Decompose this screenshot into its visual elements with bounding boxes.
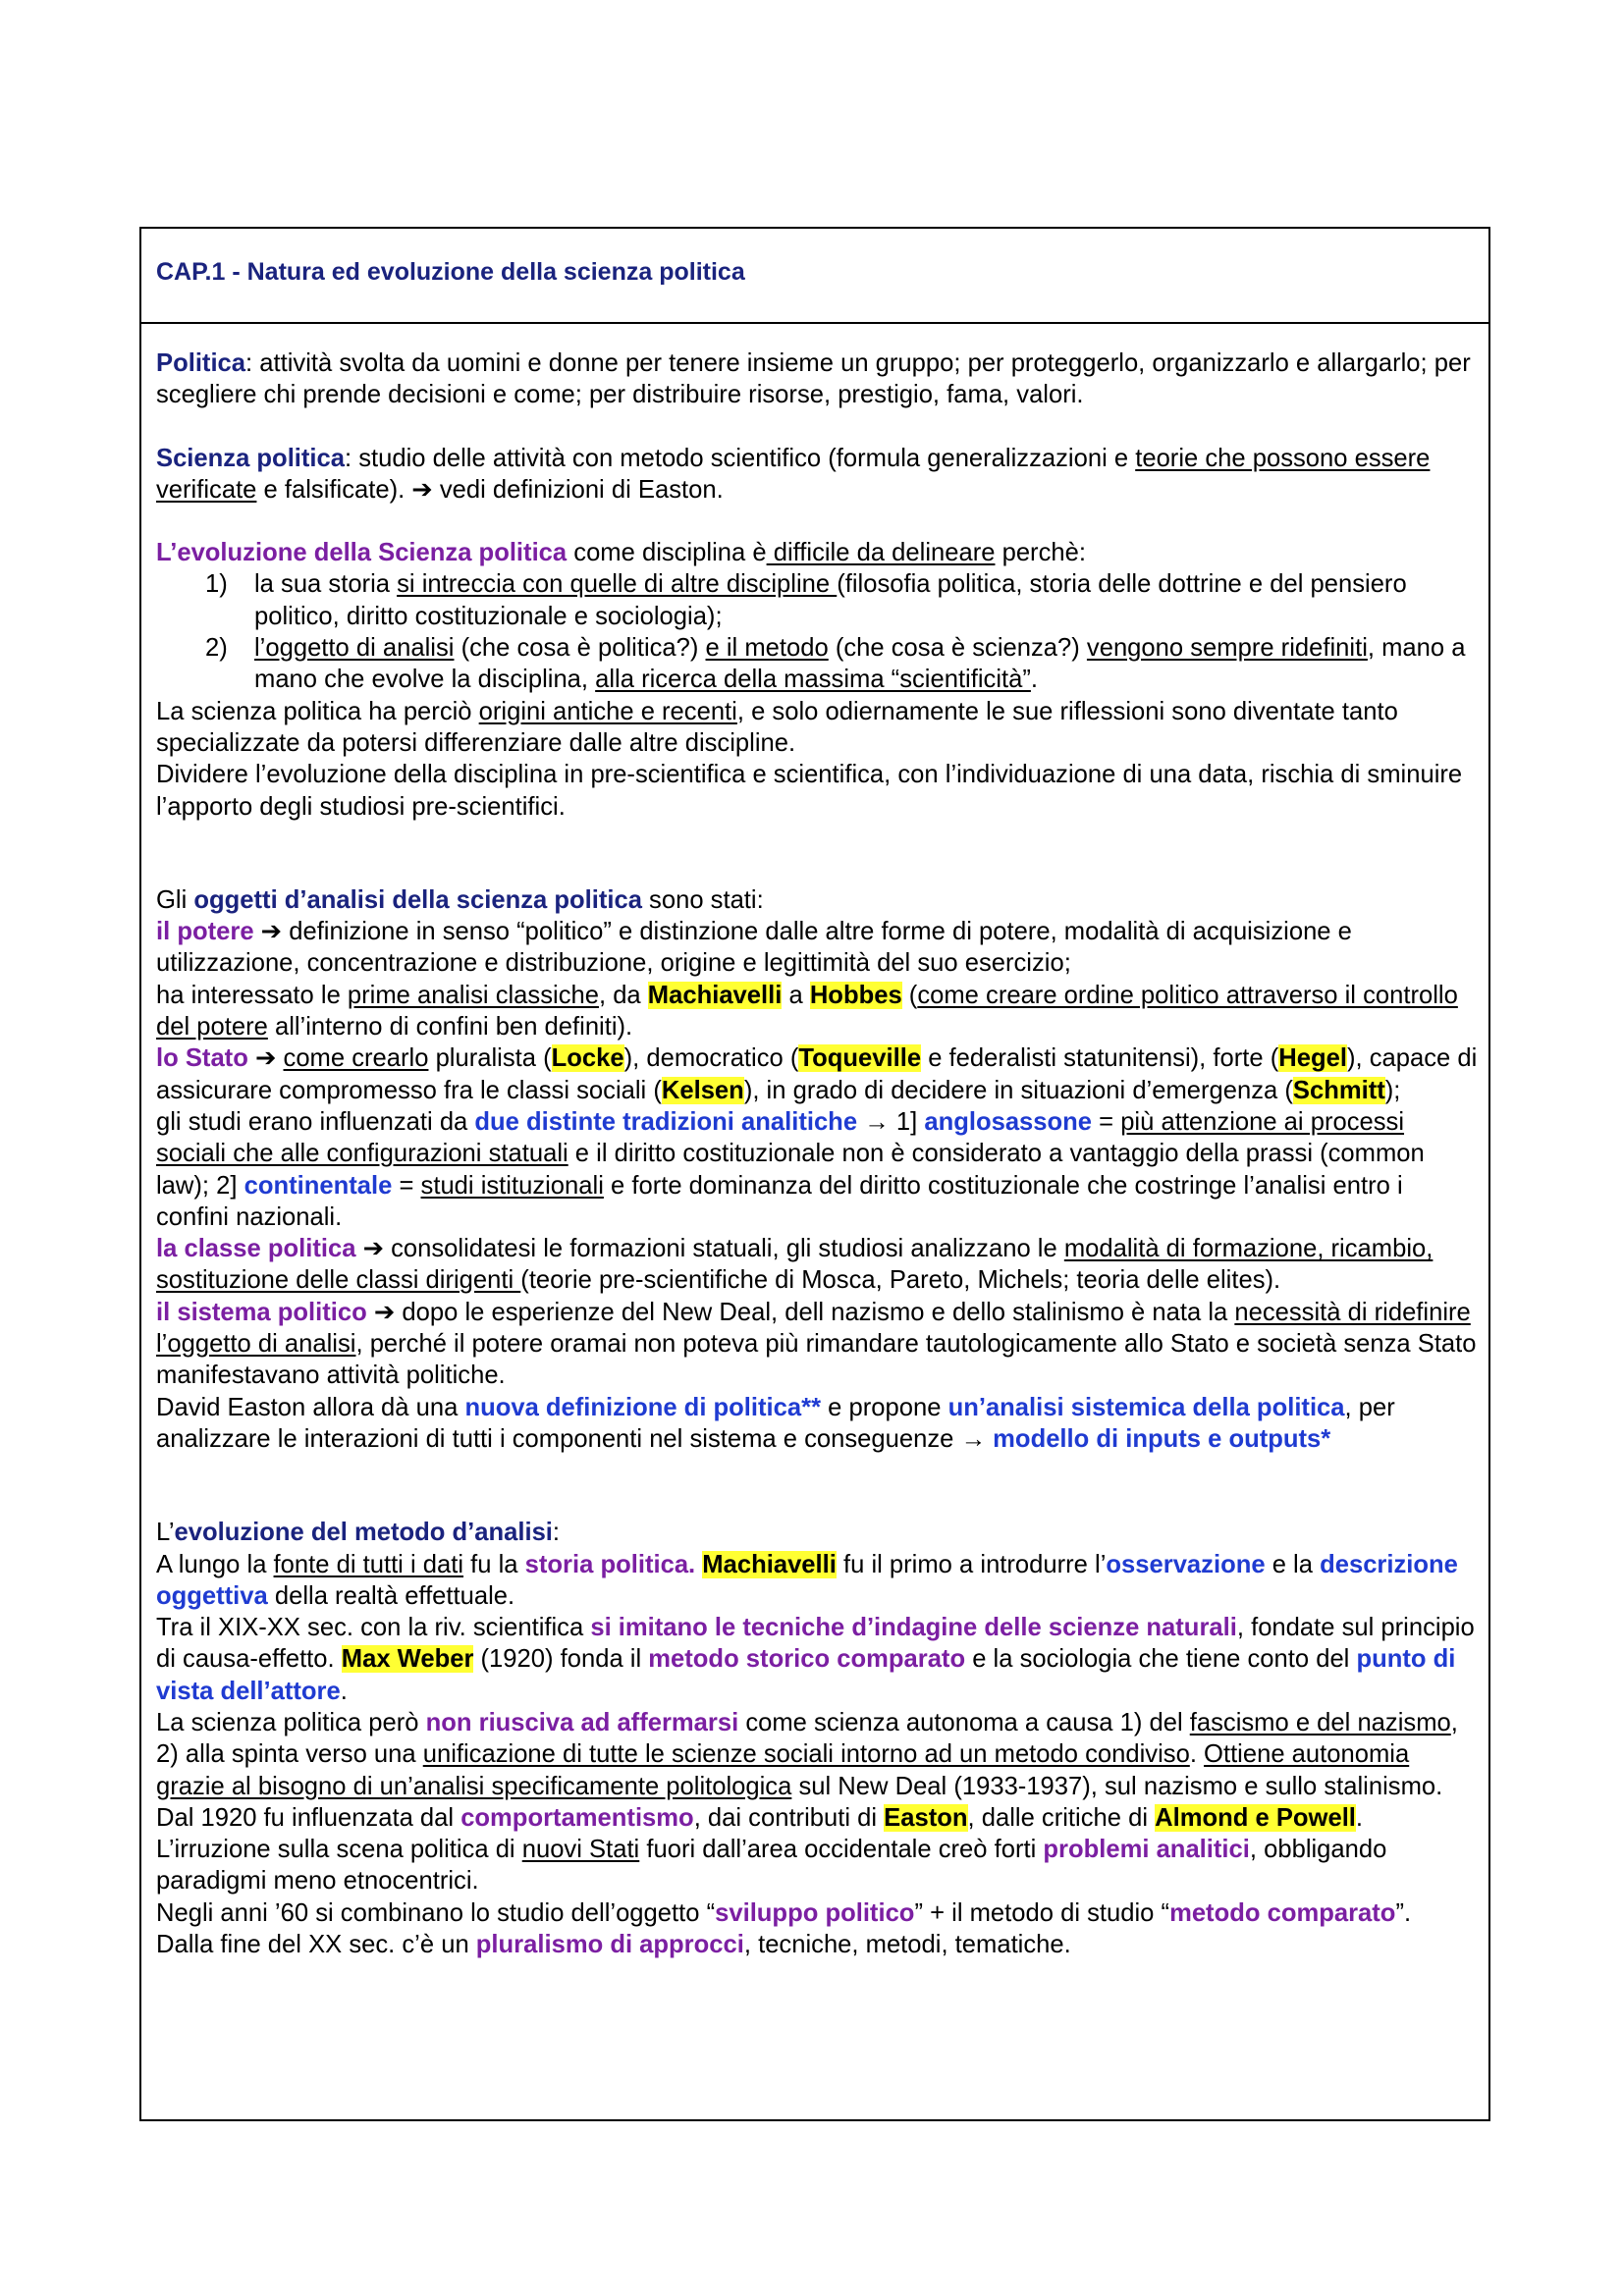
text: . [1189, 1740, 1205, 1769]
text: ” + il metodo di studio “ [914, 1898, 1170, 1927]
text: Ottiene autonomia grazie al bisogno di un’analisi specificamente politologica [156, 1740, 1410, 1800]
text: . [1030, 666, 1039, 694]
text: prime analisi classiche [347, 981, 599, 1009]
text: ), capace di assicurare compromesso fra le classi sociali ( [156, 1044, 1478, 1104]
paragraph-comportamentismo [156, 1802, 1478, 1834]
text: la sua storia [254, 570, 398, 599]
highlight-machiavelli-2: Machiavelli [702, 1550, 837, 1578]
text: (che cosa è politica?) [454, 634, 706, 663]
content-table [139, 227, 1490, 2121]
term-scienza-politica: Scienza politica [156, 444, 346, 472]
text: L’ [156, 1519, 175, 1547]
text: vengono sempre ridefiniti [1086, 634, 1368, 663]
text: un’analisi sistemica della politica [947, 1393, 1345, 1421]
term-politica: Politica [156, 349, 246, 377]
highlight-locke: Locke [551, 1044, 624, 1073]
paragraph-easton [156, 1392, 1478, 1456]
highlight-weber: Max Weber [341, 1645, 474, 1674]
text: , per analizzare le interazioni di tutti i componenti nel sistema e conseguenze → [156, 1393, 1395, 1453]
text: ”. [1395, 1898, 1412, 1927]
text: come scienza autonoma a causa 1) del [738, 1708, 1190, 1736]
text: A lungo la [156, 1550, 274, 1578]
text: , dai contributi di [693, 1803, 885, 1832]
highlight-almond-powell: Almond e Powell [1155, 1803, 1356, 1832]
text: come creare ordine politico attraverso il controllo del potere [156, 981, 1458, 1041]
highlight-easton: Easton [884, 1803, 968, 1832]
text: due distinte tradizioni analitiche [474, 1107, 858, 1136]
text: metodo storico comparato [648, 1645, 966, 1674]
text: si imitano le tecniche d’indagine delle scienze naturali [590, 1614, 1237, 1642]
text: sono stati: [641, 885, 764, 914]
text: : attività svolta da uomini e donne per tenere insieme un gruppo; per proteggerlo, organizzarlo e allargarlo; per scegliere chi prende decisioni e come; per distribuire risorse, prestigio, fama, valori. [156, 349, 1471, 409]
text: Dalla fine del XX sec. c’è un [156, 1931, 476, 1959]
paragraph-tradizioni [156, 1106, 1478, 1233]
paragraph-potere [156, 916, 1478, 980]
text: ➔ definizione in senso “politico” e distinzione dalle altre forme di potere, modalità di acquisizione e utilizzazione, concentrazione e distribuzione, origine e legittimità del suo esercizio; [156, 918, 1352, 978]
text: non riusciva ad affermarsi [425, 1708, 739, 1736]
paragraph-anni-60 [156, 1897, 1478, 1929]
text: necessità di ridefinire l’oggetto di analisi [156, 1298, 1471, 1359]
list-item [156, 632, 1478, 696]
text: : [552, 1519, 561, 1547]
text: storia politica. [524, 1550, 696, 1578]
text: descrizione oggettiva [156, 1550, 1458, 1610]
text: , obbligando paradigmi meno etnocentrici. [156, 1836, 1387, 1896]
paragraph-fonte [156, 1549, 1478, 1613]
text: ha interessato le [156, 981, 348, 1009]
text: , perché il potere oramai non poteva più rimandare tautologicamente allo Stato e società senza Stato manifestavano attività politiche. [156, 1330, 1477, 1390]
term-oggetti: oggetti d’analisi della scienza politica [193, 885, 642, 914]
text: (che cosa è scienza?) [828, 634, 1087, 663]
text: ), in grado di decidere in situazioni d’emergenza ( [743, 1076, 1293, 1104]
text: pluralismo di approcci [475, 1931, 744, 1959]
text: perchè: [995, 539, 1086, 567]
text: modello di inputs e outputs* [993, 1424, 1331, 1453]
text: pluralista ( [428, 1044, 552, 1073]
text: fonte di tutti i dati [273, 1550, 464, 1578]
text: e propone [821, 1393, 948, 1421]
text: ➔ consolidatesi le formazioni statuali, gli studiosi analizzano le [355, 1235, 1064, 1263]
paragraph-evoluzione [156, 537, 1478, 568]
text: anglosassone [924, 1107, 1093, 1136]
paragraph-weber [156, 1612, 1478, 1707]
text: modalità di formazione, ricambio, sostituzione delle classi dirigenti [156, 1235, 1434, 1295]
text: unificazione di tutte le scienze sociali intorno ad un metodo condiviso [422, 1740, 1190, 1769]
list-number: 1) [205, 570, 228, 599]
text: e la [1265, 1550, 1321, 1578]
text: fuori dall’area occidentale creò forti [639, 1836, 1044, 1864]
text: osservazione [1106, 1550, 1266, 1578]
term-potere: il potere [156, 918, 254, 946]
text: problemi analitici [1043, 1836, 1250, 1864]
text: L’irruzione sulla scena politica di [156, 1836, 522, 1864]
text: (filosofia politica, storia delle dottrine e del pensiero politico, diritto costituzionale e sociologia); [254, 570, 1407, 630]
paragraph-nuovi-stati [156, 1834, 1478, 1897]
text: La scienza politica ha perciò [156, 697, 479, 725]
text: (1920) fonda il [473, 1645, 649, 1674]
text: Negli anni ’60 si combinano lo studio dell’oggetto “ [156, 1898, 716, 1927]
text: come crearlo [283, 1044, 429, 1073]
text: ); [1384, 1076, 1401, 1104]
list-number: 2) [205, 634, 228, 663]
text: più attenzione ai processi sociali che alle configurazioni statuali [156, 1107, 1405, 1168]
text: continentale [243, 1171, 393, 1200]
text: Tra il XIX-XX sec. con la riv. scientifica [156, 1614, 591, 1642]
text: della realtà effettuale. [267, 1581, 515, 1610]
text: metodo comparato [1169, 1898, 1396, 1927]
text: studi istituzionali [420, 1171, 604, 1200]
paragraph-scienza-politica [156, 443, 1478, 507]
text: e il metodo [705, 634, 829, 663]
text: e falsificate). ➔ vedi definizioni di Easton. [256, 475, 724, 504]
text: alla ricerca della massima “scientificità” [595, 666, 1031, 694]
paragraph-dividere: Dividere l’evoluzione della disciplina in pre-scientifica e scientifica, con l’individuazione di una data, rischia di sminuire l’apporto degli studiosi pre-scientifici. [156, 761, 1463, 821]
paragraph-classe [156, 1233, 1478, 1297]
text: fu il primo a introdurre l’ [836, 1550, 1107, 1578]
text: come disciplina è [567, 539, 767, 567]
text: e federalisti statunitensi), forte ( [921, 1044, 1279, 1073]
text: nuovi Stati [521, 1836, 640, 1864]
text: comportamentismo [460, 1803, 694, 1832]
text: gli studi erano influenzati da [156, 1107, 475, 1136]
text: all’interno di confini ben definiti). [267, 1013, 633, 1041]
highlight-hegel: Hegel [1278, 1044, 1347, 1073]
text: Dal 1920 fu influenzata dal [156, 1803, 461, 1832]
text: . [340, 1677, 348, 1705]
text: : studio delle attività con metodo scientifico (formula generalizzazioni e [345, 444, 1136, 472]
term-stato: lo Stato [156, 1044, 248, 1073]
term-classe: la classe politica [156, 1235, 356, 1263]
text: Gli [156, 885, 194, 914]
list-item [156, 568, 1478, 632]
term-evoluzione: L’evoluzione della Scienza politica [156, 539, 568, 567]
term-metodo: evoluzione del metodo d’analisi [174, 1519, 553, 1547]
text: e la sociologia che tiene conto del [965, 1645, 1357, 1674]
text: . [1355, 1803, 1364, 1832]
text: e forte dominanza del diritto costituzionale che costringe l’analisi entro i confini nazionali. [156, 1171, 1403, 1231]
text: sviluppo politico [715, 1898, 915, 1927]
text: , da [598, 981, 648, 1009]
text: ), democratico ( [623, 1044, 799, 1073]
paragraph-sistema [156, 1297, 1478, 1392]
text: fu la [463, 1550, 525, 1578]
highlight-hobbes: Hobbes [809, 981, 902, 1009]
text: , tecniche, metodi, tematiche. [743, 1931, 1071, 1959]
text: = [392, 1171, 421, 1200]
paragraph-oggetti-intro [156, 884, 1478, 916]
paragraph-origini [156, 696, 1478, 760]
text: sul New Deal (1933-1937), sul nazismo e sullo stalinismo. [791, 1772, 1443, 1800]
chapter-title: CAP.1 - Natura ed evoluzione della scienza politica [156, 258, 745, 286]
paragraph-stato [156, 1042, 1478, 1106]
text: , mano a mano che evolve la disciplina, [254, 634, 1466, 694]
term-sistema: il sistema politico [156, 1298, 367, 1326]
text: ( [901, 981, 918, 1009]
paragraph-autonomia [156, 1707, 1478, 1802]
paragraph-politica [156, 347, 1478, 411]
text: , dalle critiche di [967, 1803, 1156, 1832]
text: l’oggetto di analisi [254, 634, 455, 663]
text: La scienza politica però [156, 1708, 426, 1736]
text: = [1092, 1107, 1121, 1136]
text: fascismo e del nazismo [1189, 1708, 1451, 1736]
paragraph-potere-classiche [156, 980, 1478, 1043]
text: origini antiche e recenti [478, 697, 737, 725]
text: (teorie pre-scientifiche di Mosca, Pareto, Michels; teoria delle elites). [520, 1266, 1281, 1295]
text: e il diritto costituzionale non è considerato a vantaggio della prassi (common law); 2] [156, 1140, 1425, 1200]
text: David Easton allora dà una [156, 1393, 465, 1421]
text: ➔ dopo le esperienze del New Deal, dell nazismo e dello stalinismo è nata la [366, 1298, 1235, 1326]
highlight-kelsen: Kelsen [661, 1076, 744, 1104]
paragraph-metodo-heading [156, 1517, 1478, 1548]
text: a [782, 981, 810, 1009]
highlight-schmitt: Schmitt [1292, 1076, 1385, 1104]
highlight-toqueville: Toqueville [798, 1044, 922, 1073]
text: , 2) alla spinta verso una [156, 1708, 1458, 1769]
text: , e solo odiernamente le sue riflessioni sono diventate tanto specializzate da potersi differenziare dalle altre discipline. [156, 697, 1398, 757]
text: teorie che possono essere verificate [156, 444, 1431, 504]
text: nuova definizione di politica** [464, 1393, 822, 1421]
text: punto di vista dell’attore [156, 1645, 1456, 1705]
title-row [141, 229, 1488, 324]
text: si intreccia con quelle di altre discipline [397, 570, 838, 599]
text: difficile da delineare [766, 539, 996, 567]
text: ➔ [247, 1044, 284, 1073]
text: → 1] [857, 1107, 925, 1136]
highlight-machiavelli: Machiavelli [647, 981, 783, 1009]
notes-body [156, 347, 1478, 1960]
paragraph-pluralismo [156, 1929, 1478, 1960]
text: , fondate sul principio di causa-effetto. [156, 1614, 1475, 1674]
